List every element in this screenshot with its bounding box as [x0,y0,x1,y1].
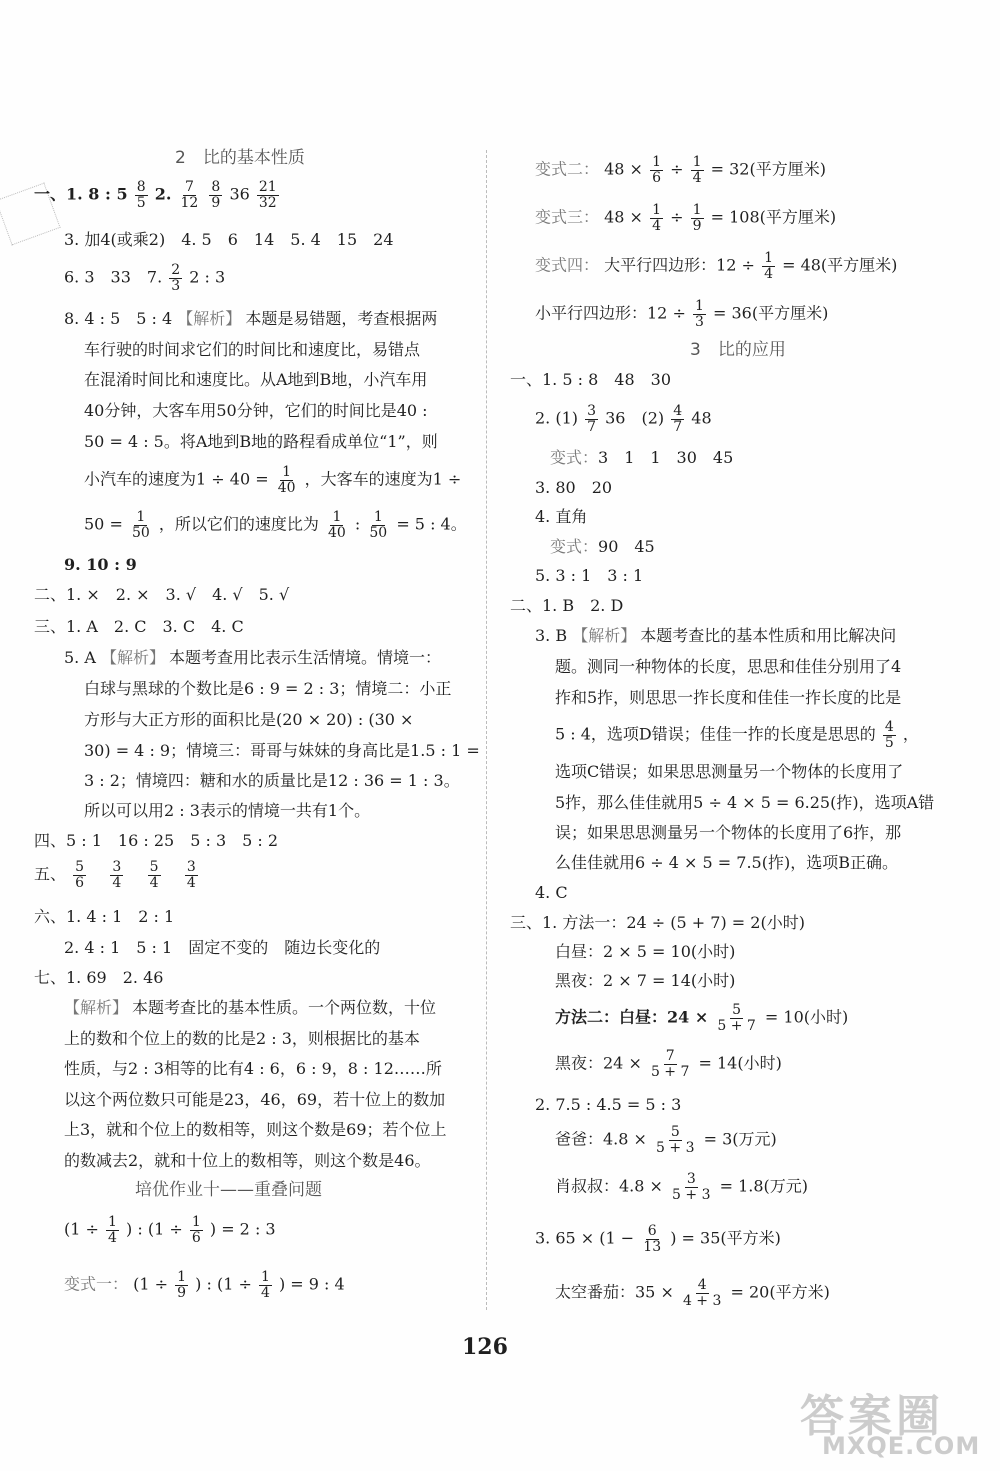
answer-line: 拃和5拃，则思思一拃长度和佳佳一拃长度的比是 [555,688,902,707]
answer-line: 3. 80 20 [535,478,613,497]
answer-line: 选项C错误；如果思思测量另一个物体的长度用了 [555,762,904,781]
section-title-ratio-property: 2 比的基本性质 [175,148,305,168]
fraction: $\frac{1}{4}$ [108,1214,117,1246]
fraction: $\frac{8}{5}$ [136,179,146,211]
fraction: $\frac{3}{4}$ [186,859,196,891]
answer-line: 所以可以用2 : 3表示的情境一共有1个。 [84,801,371,820]
answer-line: 5. A 【解析】 本题考查用比表示生活情境。情境一： [64,648,442,667]
answer-line: 太空番茄：35 × $\frac{4}{4 + 3}$ = 20(平方米) [555,1277,830,1309]
fraction: $\frac{4}{4 + 3}$ [682,1277,722,1309]
answer-line: 三、1. 方法一：24 ÷ (5 + 7) = 2(小时) [510,913,805,932]
answer-line: 3. 加4(或乘2) 4. 5 6 14 5. 4 15 24 [64,230,394,249]
variant-label: 变式二： [535,159,600,179]
fraction: $\frac{7}{5 + 7}$ [650,1048,690,1080]
fraction: $\frac{5}{4}$ [149,859,159,891]
answer-line: 6. 3 33 7. $\frac{2}{3}$ 2 : 3 [64,262,226,294]
fraction: $\frac{1}{4}$ [764,250,773,282]
fraction: $\frac{1}{4}$ [260,1269,270,1301]
answer-line: 黑夜：24 × $\frac{7}{5 + 7}$ = 14(小时) [555,1048,782,1080]
answer-line: 五、 $\frac{5}{6}$ $\frac{3}{4}$ $\frac{5}{4}$ $\frac{3}{4}$ [34,859,196,891]
answer-line: 误；如果思思测量另一个物体的长度用了6拃，那 [555,823,902,842]
answer-line: 肖叔叔：4.8 × $\frac{3}{5 + 3}$ = 1.8(万元) [555,1171,809,1203]
answer-line: 的数减去2，就和十位上的数相等，则这个数是46。 [64,1151,431,1170]
answer-line: 上3，就和个位上的数相等，则这个数是69；若个位上 [64,1120,447,1139]
answer-line: 在混淆时间比和速度比。从A地到B地，小汽车用 [84,370,428,389]
fraction: $\frac{1}{40}$ [327,509,346,541]
fraction: $\frac{1}{9}$ [692,202,702,234]
answer-line: 七、1. 69 2. 46 [34,968,164,987]
answer-line: 题。测同一种物体的长度，思思和佳佳分别用了4 [555,657,902,676]
answer-line: (1 ÷ $\frac{1}{4}$ ) : (1 ÷ $\frac{1}{6}$ ) = 2 : 3 [64,1214,276,1246]
section-title-ratio-application: 3 比的应用 [690,340,786,360]
fraction: $\frac{4}{7}$ [673,403,683,435]
analysis-tag: 【解析】 [64,998,129,1017]
answer-line: 【解析】 本题考查比的基本性质。一个两位数，十位 [64,998,437,1017]
answer-line: 8. 4 : 5 5 : 4 【解析】 本题是易错题，考查根据两 [64,309,438,328]
page-number: 126 [462,1334,508,1360]
answer-line: 二、1. × 2. × 3. √ 4. √ 5. √ [34,585,290,604]
variant-label: 变式四： [535,255,600,275]
answer-line: 变式：90 45 [550,537,655,556]
answer-line: 30) = 4 : 9；情境三：哥哥与妹妹的身高比是1.5 : 1 = [84,741,480,760]
fraction: $\frac{1}{6}$ [191,1214,201,1246]
answer-line: 5 : 4，选项D错误；佳佳一拃的长度是思思的 $\frac{4}{5}$ ， [555,719,919,751]
fraction: $\frac{3}{7}$ [587,403,597,435]
answer-line: 50 = 4 : 5。将A地到B地的路程看成单位“1”，则 [84,432,438,451]
answer-line: 白昼：2 × 5 = 10(小时) [555,942,736,961]
answer-line: 六、1. 4 : 1 2 : 1 [34,907,175,926]
fraction: $\frac{21}{32}$ [258,179,277,211]
fraction: $\frac{4}{5}$ [884,719,894,751]
fraction: $\frac{6}{13}$ [643,1223,662,1255]
answer-line: 三、1. A 2. C 3. C 4. C [34,617,244,636]
answer-line: 变式三： 48 × $\frac{1}{4}$ ÷ $\frac{1}{9}$ = 108(平方厘米) [535,202,837,234]
answer-line: 上的数和个位上的数的比是2 : 3，则根据比的基本 [64,1029,420,1048]
fraction: $\frac{1}{4}$ [692,154,702,186]
analysis-tag: 【解析】 [101,648,166,667]
variant-label: 变式： [550,537,599,556]
fraction: $\frac{5}{5 + 7}$ [717,1002,756,1034]
answer-line: 变式一： (1 ÷ $\frac{1}{9}$ ) : (1 ÷ $\frac{1}{4}$ ) = 9 : 4 [64,1269,345,1301]
fraction: $\frac{1}{9}$ [177,1269,187,1301]
answer-line: 3. B 【解析】 本题考查比的基本性质和用比解决问 [535,626,897,645]
answer-line: 变式：3 1 1 30 45 [550,448,734,467]
fraction: $\frac{3}{4}$ [112,859,122,891]
answer-line: 方形与大正方形的面积比是(20 × 20) : (30 × [84,710,414,729]
fraction: $\frac{1}{3}$ [694,298,704,330]
fraction: $\frac{1}{4}$ [652,202,661,234]
answer-line: 车行驶的时间求它们的时间比和速度比，易错点 [84,340,421,359]
fraction: $\frac{1}{50}$ [131,509,150,541]
fraction: $\frac{5}{5 + 3}$ [656,1124,695,1156]
answer-line: 方法二：白昼：24 × $\frac{5}{5 + 7}$ = 10(小时) [555,1002,849,1034]
answer-line: 50 = $\frac{1}{50}$ ，所以它们的速度比为 $\frac{1}{40}$ : $\frac{1}{50}$ = 5 : 4。 [84,509,467,541]
answer-line: 二、1. B 2. D [510,596,624,615]
answer-line: 一、1. 5 : 8 48 30 [510,370,671,389]
watermark-logo: 答案圈 MXQE.COM [800,1391,981,1460]
variant-label: 变式一： [64,1274,129,1294]
answer-line: 2. 4 : 1 5 : 1 固定不变的 随边长变化的 [64,938,381,957]
section-title-overlap: 培优作业十——重叠问题 [135,1180,322,1200]
answer-line: 4. C [535,883,568,902]
answer-line: 变式四： 大平行四边形：12 ÷ $\frac{1}{4}$ = 48(平方厘米) [535,250,898,282]
answer-line: 2. 7.5 : 4.5 = 5 : 3 [535,1095,682,1114]
variant-label: 变式： [550,448,599,467]
answer-line: 变式二： 48 × $\frac{1}{6}$ ÷ $\frac{1}{4}$ = 32(平方厘米) [535,154,826,186]
answer-line: 四、5 : 1 16 : 25 5 : 3 5 : 2 [34,831,279,850]
answer-line: 性质，与2 : 3相等的比有4 : 6，6 : 9，8 : 12……所 [64,1059,442,1078]
analysis-tag: 【解析】 [177,309,242,328]
answer-line: 9. 10 : 9 [64,555,137,574]
answer-line: 小汽车的速度为1 ÷ 40 = $\frac{1}{40}$ ，大客车的速度为1 ÷ [84,464,462,496]
answer-line: 3 : 2；情境四：糖和水的质量比是12 : 36 = 1 : 3。 [84,771,460,790]
answer-line: 5拃，那么佳佳就用5 ÷ 4 × 5 = 6.25(拃)，选项A错 [555,793,935,812]
fraction: $\frac{3}{5 + 3}$ [672,1171,711,1203]
fraction: $\frac{1}{40}$ [277,464,296,496]
analysis-tag: 【解析】 [572,626,637,645]
answer-line: 爸爸：4.8 × $\frac{5}{5 + 3}$ = 3(万元) [555,1124,777,1156]
fraction: $\frac{7}{12}$ [180,179,199,211]
answer-line: 3. 65 × (1 − $\frac{6}{13}$ ) = 35(平方米) [535,1223,781,1255]
variant-label: 变式三： [535,207,600,227]
answer-line: 黑夜：2 × 7 = 14(小时) [555,971,736,990]
answer-line: 一、1. 8 : 5 $\frac{8}{5}$ 2. $\frac{7}{12}$ $\frac{8}{9}$ 36 $\frac{21}{32}$ [34,179,277,211]
fraction: $\frac{2}{3}$ [171,262,181,294]
answer-line: 4. 直角 [535,507,588,526]
fraction: $\frac{8}{9}$ [211,179,221,211]
answer-line: 以这个两位数只可能是23，46，69，若十位上的数加 [64,1090,446,1109]
answer-line: 5. 3 : 1 3 : 1 [535,566,644,585]
answer-line: 么佳佳就用6 ÷ 4 × 5 = 7.5(拃)，选项B正确。 [555,853,898,872]
answer-line: 小平行四边形：12 ÷ $\frac{1}{3}$ = 36(平方厘米) [535,298,829,330]
answer-line: 白球与黑球的个数比是6 : 9 = 2 : 3；情境二：小正 [84,679,452,698]
fraction: $\frac{1}{6}$ [652,154,661,186]
answer-line: 40分钟，大客车用50分钟，它们的时间比是40 : [84,401,428,420]
column-divider [486,150,487,1310]
fraction: $\frac{5}{6}$ [75,859,85,891]
answer-line: 2. (1) $\frac{3}{7}$ 36 (2) $\frac{4}{7}$ 48 [535,403,712,435]
fraction: $\frac{1}{50}$ [369,509,388,541]
